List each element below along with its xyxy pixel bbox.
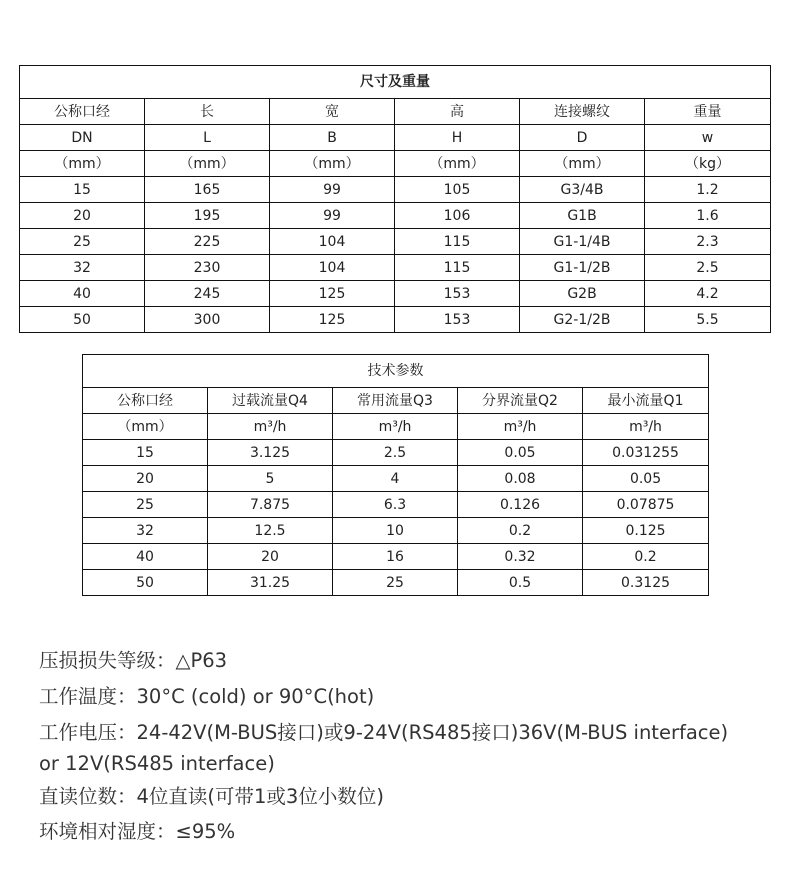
table-cell: 125 [270, 281, 395, 307]
header-cell: 过载流量Q4 [208, 388, 333, 414]
table-header-row [20, 99, 771, 125]
table-cell: 195 [145, 203, 270, 229]
table-row [83, 492, 709, 518]
table-cell: 2.5 [645, 255, 771, 281]
table-cell: G1-1/4B [520, 229, 645, 255]
table-cell: 20 [208, 544, 333, 570]
spec-working-temperature: 工作温度：30°C (cold) or 90°C(hot) [39, 685, 375, 708]
table-cell: 3.125 [208, 440, 333, 466]
tech-table-title: 技术参数 [83, 355, 709, 388]
table-cell: 2.3 [645, 229, 771, 255]
table-cell: 0.05 [583, 466, 709, 492]
table-cell: 50 [83, 570, 208, 596]
table-row [20, 229, 771, 255]
header-cell: 公称口经 [20, 99, 145, 125]
table-cell: 32 [83, 518, 208, 544]
table-cell: 104 [270, 255, 395, 281]
table-cell: 15 [83, 440, 208, 466]
unit-cell: （mm） [520, 151, 645, 177]
table-cell: 1.2 [645, 177, 771, 203]
header-cell: 宽 [270, 99, 395, 125]
table-cell: 7.875 [208, 492, 333, 518]
table-row [20, 177, 771, 203]
table-cell: 5.5 [645, 307, 771, 333]
unit-cell: （mm） [270, 151, 395, 177]
table-cell: 99 [270, 203, 395, 229]
dimension-table-title: 尺寸及重量 [20, 66, 771, 99]
spec-pressure-loss: 压损损失等级：△P63 [39, 649, 228, 672]
table-cell: 0.3125 [583, 570, 709, 596]
header-cell: 最小流量Q1 [583, 388, 709, 414]
table-cell: 20 [20, 203, 145, 229]
table-cell: 225 [145, 229, 270, 255]
table-header-row [20, 125, 771, 151]
table-cell: 31.25 [208, 570, 333, 596]
table-cell: G1-1/2B [520, 255, 645, 281]
table-cell: 1.6 [645, 203, 771, 229]
table-cell: 25 [333, 570, 458, 596]
table-cell: 0.08 [458, 466, 583, 492]
table-cell: 0.125 [583, 518, 709, 544]
unit-cell: （kg） [645, 151, 771, 177]
table-cell: 0.05 [458, 440, 583, 466]
table-cell: 125 [270, 307, 395, 333]
table-header-row [83, 388, 709, 414]
table-row [83, 466, 709, 492]
spec-working-voltage-line1: 工作电压：24-42V(M-BUS接口)或9-24V(RS485接口)36V(M-BUS interface) [39, 721, 729, 744]
unit-cell: m³/h [208, 414, 333, 440]
spec-reading-digits: 直读位数：4位直读(可带1或3位小数位) [39, 785, 384, 808]
header-cell: DN [20, 125, 145, 151]
unit-cell: m³/h [458, 414, 583, 440]
header-cell: D [520, 125, 645, 151]
table-row [83, 518, 709, 544]
table-cell: 0.32 [458, 544, 583, 570]
header-cell: H [395, 125, 520, 151]
header-cell: 分界流量Q2 [458, 388, 583, 414]
table-row [20, 255, 771, 281]
table-cell: 40 [83, 544, 208, 570]
table-cell: 12.5 [208, 518, 333, 544]
header-cell: 连接螺纹 [520, 99, 645, 125]
header-cell: w [645, 125, 771, 151]
table-row [83, 440, 709, 466]
header-cell: 公称口经 [83, 388, 208, 414]
table-cell: 104 [270, 229, 395, 255]
table-cell: 0.2 [458, 518, 583, 544]
table-cell: G2-1/2B [520, 307, 645, 333]
table-cell: 0.5 [458, 570, 583, 596]
table-cell: 4 [333, 466, 458, 492]
table-cell: G2B [520, 281, 645, 307]
table-cell: 0.2 [583, 544, 709, 570]
table-cell: 32 [20, 255, 145, 281]
unit-cell: m³/h [583, 414, 709, 440]
header-cell: L [145, 125, 270, 151]
header-cell: 长 [145, 99, 270, 125]
table-cell: 300 [145, 307, 270, 333]
table-cell: 20 [83, 466, 208, 492]
table-cell: 25 [83, 492, 208, 518]
table-cell: 0.126 [458, 492, 583, 518]
table-cell: 10 [333, 518, 458, 544]
table-cell: G3/4B [520, 177, 645, 203]
table-row [20, 281, 771, 307]
table-row [20, 203, 771, 229]
table-cell: 40 [20, 281, 145, 307]
header-cell: 重量 [645, 99, 771, 125]
table-cell: 99 [270, 177, 395, 203]
table-cell: 16 [333, 544, 458, 570]
spec-working-voltage-line2: or 12V(RS485 interface) [39, 752, 275, 775]
table-cell: 230 [145, 255, 270, 281]
table-cell: 50 [20, 307, 145, 333]
table-cell: 106 [395, 203, 520, 229]
unit-cell: m³/h [333, 414, 458, 440]
table-cell: 15 [20, 177, 145, 203]
table-cell: 0.031255 [583, 440, 709, 466]
table-cell: 2.5 [333, 440, 458, 466]
table-row [83, 544, 709, 570]
table-cell: 153 [395, 307, 520, 333]
table-cell: 25 [20, 229, 145, 255]
table-header-row [83, 414, 709, 440]
table-cell: G1B [520, 203, 645, 229]
table-cell: 105 [395, 177, 520, 203]
table-title-row [20, 66, 771, 99]
technical-parameters-table [82, 354, 709, 596]
unit-cell: （mm） [395, 151, 520, 177]
table-title-row [83, 355, 709, 388]
table-cell: 165 [145, 177, 270, 203]
unit-cell: （mm） [145, 151, 270, 177]
table-cell: 115 [395, 255, 520, 281]
table-header-row [20, 151, 771, 177]
dimension-weight-table [19, 65, 771, 333]
unit-cell: （mm） [20, 151, 145, 177]
table-cell: 0.07875 [583, 492, 709, 518]
header-cell: 高 [395, 99, 520, 125]
table-cell: 245 [145, 281, 270, 307]
table-cell: 6.3 [333, 492, 458, 518]
table-cell: 4.2 [645, 281, 771, 307]
spec-relative-humidity: 环境相对湿度：≤95% [39, 820, 236, 843]
table-row [20, 307, 771, 333]
header-cell: 常用流量Q3 [333, 388, 458, 414]
header-cell: B [270, 125, 395, 151]
table-row [83, 570, 709, 596]
table-cell: 153 [395, 281, 520, 307]
unit-cell: （mm） [83, 414, 208, 440]
table-cell: 5 [208, 466, 333, 492]
table-cell: 115 [395, 229, 520, 255]
